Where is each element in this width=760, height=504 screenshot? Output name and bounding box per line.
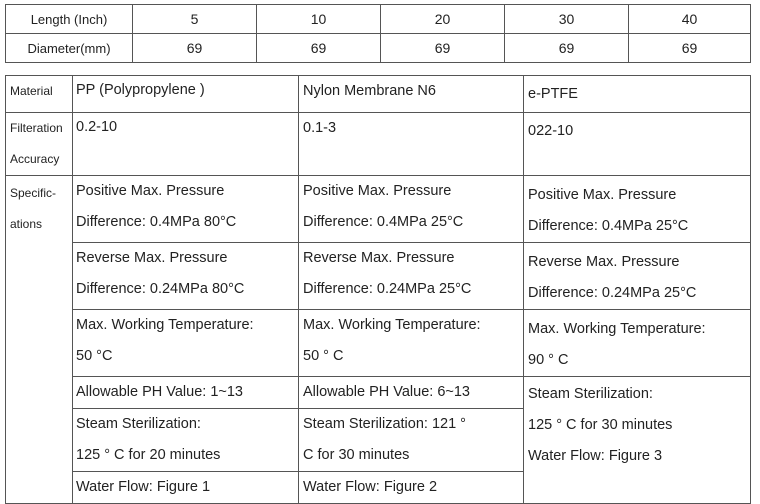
accuracy-pp: 0.2-10 (73, 113, 299, 176)
spec-nylon-ph: Allowable PH Value: 6~13 (299, 377, 524, 409)
length-label: Length (Inch) (6, 5, 133, 34)
spec-ptfe-positive-pressure: Positive Max. Pressure Difference: 0.4MPa 25°C (524, 176, 751, 243)
diameter-value: 69 (133, 34, 257, 63)
spec-pp-positive-pressure: Positive Max. Pressure Difference: 0.4MPa 80°C (73, 176, 299, 243)
spec-ptfe-working-temperature: Max. Working Temperature: 90 ° C (524, 310, 751, 377)
accuracy-nylon: 0.1-3 (299, 113, 524, 176)
table-row (6, 5, 751, 34)
table-row (6, 34, 751, 63)
diameter-value: 69 (629, 34, 751, 63)
diameter-value: 69 (505, 34, 629, 63)
spec-ptfe-steam-and-flow: Steam Sterilization: 125 ° C for 30 minutes Water Flow: Figure 3 (524, 377, 751, 504)
spec-nylon-reverse-pressure: Reverse Max. Pressure Difference: 0.24MPa 25°C (299, 243, 524, 310)
table-row (6, 76, 751, 113)
material-nylon: Nylon Membrane N6 (299, 76, 524, 113)
table-row (6, 176, 751, 243)
spec-pp-ph: Allowable PH Value: 1~13 (73, 377, 299, 409)
diameter-value: 69 (381, 34, 505, 63)
length-value: 40 (629, 5, 751, 34)
spec-nylon-working-temperature: Max. Working Temperature: 50 ° C (299, 310, 524, 377)
material-pp: PP (Polypropylene ) (73, 76, 299, 113)
length-value: 20 (381, 5, 505, 34)
specifications-label: Specific- ations (6, 176, 73, 504)
material-label: Material (6, 76, 73, 113)
spec-pp-reverse-pressure: Reverse Max. Pressure Difference: 0.24MPa 80°C (73, 243, 299, 310)
diameter-value: 69 (257, 34, 381, 63)
table-row (6, 243, 751, 310)
material-ptfe: e-PTFE (524, 76, 751, 113)
length-value: 30 (505, 5, 629, 34)
table-row (6, 113, 751, 176)
spec-nylon-water-flow: Water Flow: Figure 2 (299, 472, 524, 504)
table-row (6, 310, 751, 377)
spec-pp-working-temperature: Max. Working Temperature: 50 °C (73, 310, 299, 377)
diameter-label: Diameter(mm) (6, 34, 133, 63)
spec-ptfe-reverse-pressure: Reverse Max. Pressure Difference: 0.24MPa 25°C (524, 243, 751, 310)
accuracy-ptfe: 022-10 (524, 113, 751, 176)
spec-pp-steam: Steam Sterilization: 125 ° C for 20 minutes (73, 409, 299, 472)
spec-nylon-steam: Steam Sterilization: 121 ° C for 30 minutes (299, 409, 524, 472)
spec-table (5, 75, 751, 504)
table-row (6, 377, 751, 409)
spec-pp-water-flow: Water Flow: Figure 1 (73, 472, 299, 504)
accuracy-label: Filteration Accuracy (6, 113, 73, 176)
length-value: 5 (133, 5, 257, 34)
spec-nylon-positive-pressure: Positive Max. Pressure Difference: 0.4MPa 25°C (299, 176, 524, 243)
length-value: 10 (257, 5, 381, 34)
size-table (5, 4, 751, 63)
